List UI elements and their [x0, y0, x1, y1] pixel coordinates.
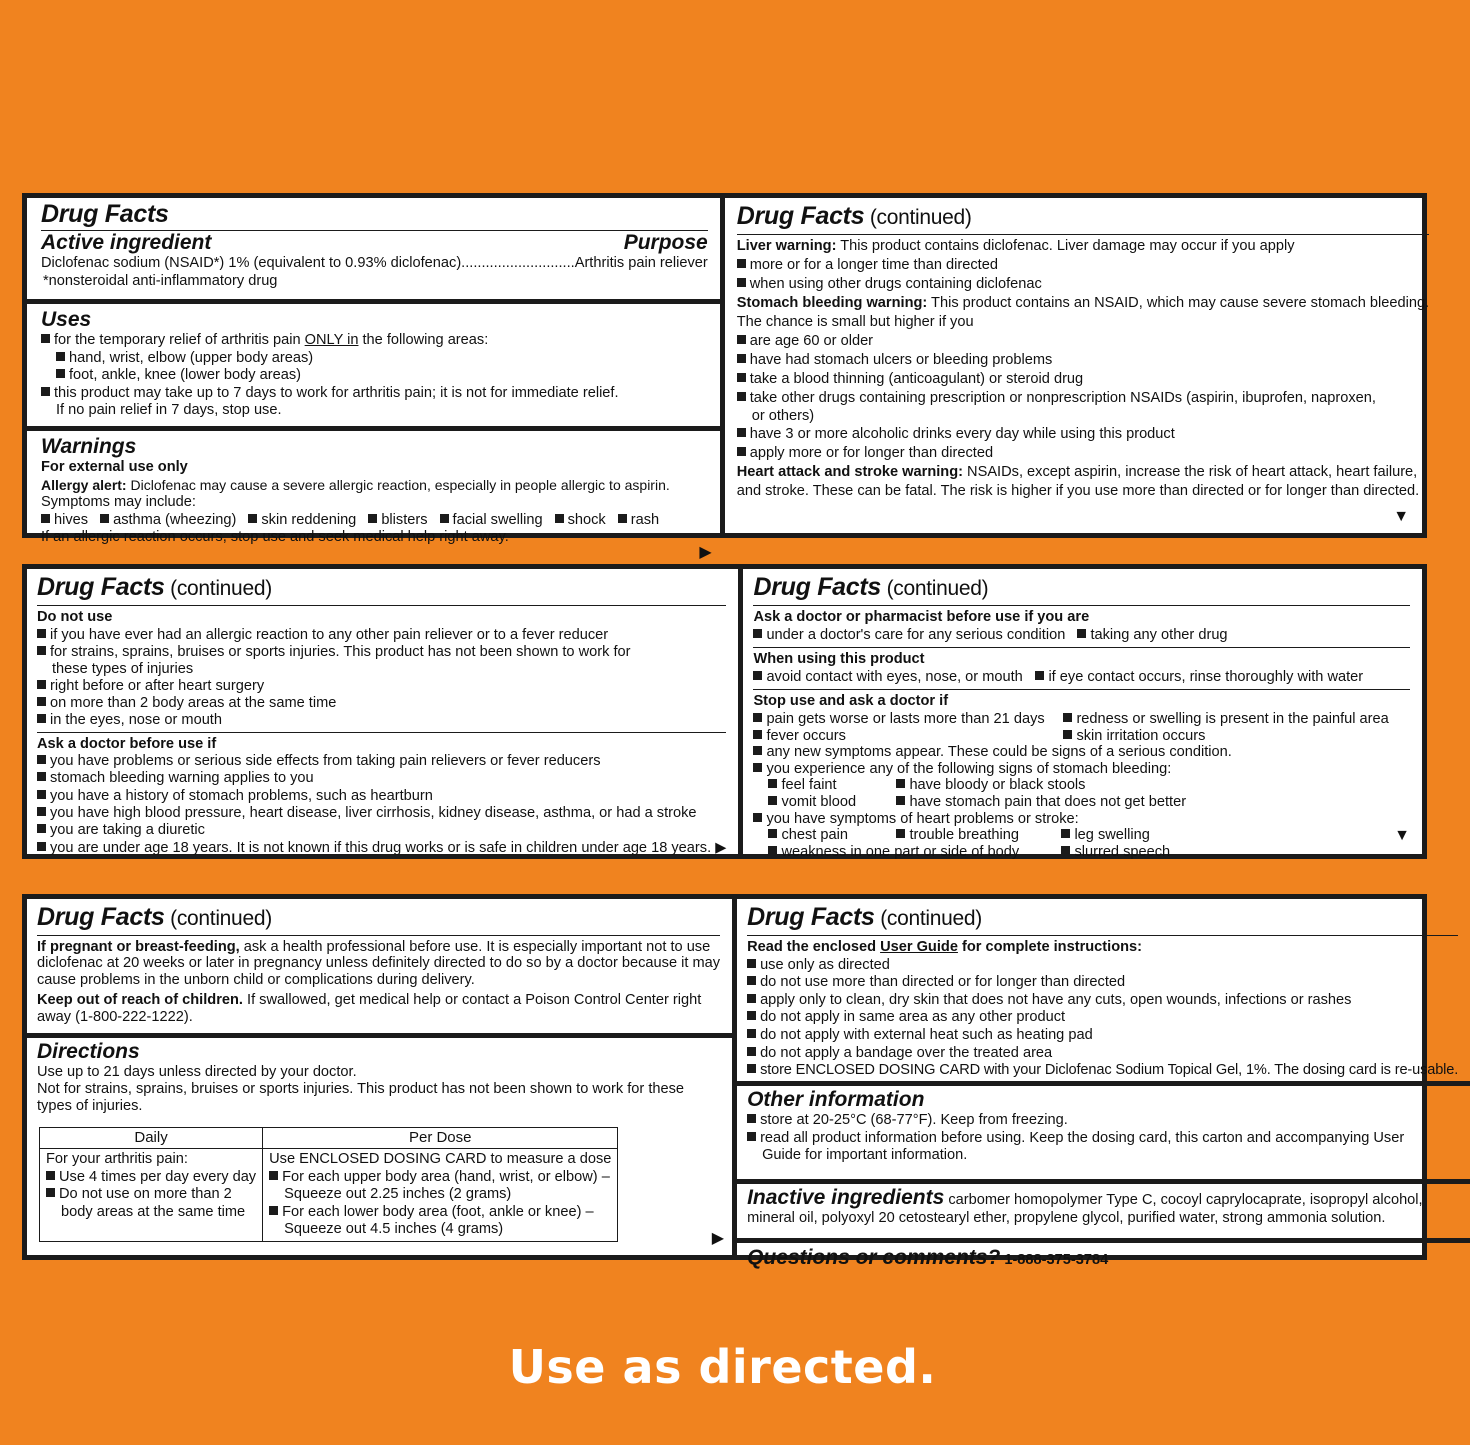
pregnancy-section [27, 899, 732, 1033]
other-information-heading: Other information [747, 1088, 925, 1111]
user-guide-section [737, 899, 1470, 1081]
list-item: stomach bleeding warning applies to you [37, 770, 726, 787]
drug-facts-panel-1 [22, 193, 1430, 561]
directions-heading: Directions [37, 1040, 140, 1063]
list-item: have 3 or more alcoholic drinks every day while using this product [737, 425, 1429, 444]
uses-item: foot, ankle, knee (lower body areas) [41, 367, 708, 385]
symptom-item: rash [618, 512, 659, 528]
list-row: feel faint have bloody or black stools [753, 777, 1410, 794]
list-item: apply only to clean, dry skin that does not have any cuts, open wounds, infections or rashes [747, 992, 1458, 1010]
bullet-icon [747, 976, 756, 985]
inactive-ingredients-section [737, 1179, 1470, 1238]
other-information-section [737, 1081, 1470, 1179]
bullet-icon [56, 352, 65, 361]
bullet-icon [37, 772, 46, 781]
list-item: when using other drugs containing diclofenac [737, 275, 1429, 294]
bullet-icon [37, 714, 46, 723]
ask-doctor-heading: Ask a doctor before use if [37, 735, 217, 752]
keep-out-of-reach: Keep out of reach of children. If swallowed, get medical help or contact a Poison Control Center right [37, 991, 702, 1008]
bullet-icon [37, 629, 46, 638]
bullet-icon [896, 829, 905, 838]
stomach-bleeding-warning-cont: The chance is small but higher if you [736, 313, 974, 330]
symptom-item: asthma (wheezing) [100, 512, 236, 528]
uses-item: this product may take up to 7 days to work for arthritis pain; it is not for immediate relief. [41, 385, 708, 403]
pregnancy-warning-cont: diclofenac at 20 weeks or later in pregnancy unless definitely directed to do so by a doctor because it may [37, 955, 721, 972]
drug-facts-panel-3 [22, 894, 1459, 1269]
bullet-icon [737, 447, 746, 456]
symptom-item: skin reddening [248, 512, 356, 528]
active-ingredient-line: Diclofenac sodium (NSAID*) 1% (equivalent to 0.93% diclofenac)............................Arthritis pain reliever [41, 255, 708, 271]
bullet-icon [737, 354, 746, 363]
bullet-icon [1061, 829, 1070, 838]
bullet-icon [368, 514, 377, 523]
panel-1-left [27, 198, 725, 561]
allergic-reaction-note: If an allergic reaction occurs, stop use and seek medical help right away. [41, 529, 509, 546]
list-item: are age 60 or older [737, 332, 1429, 351]
keep-out-of-reach-cont: away (1-800-222-1222). [37, 1008, 193, 1025]
bullet-icon [37, 697, 46, 706]
bullet-icon [37, 755, 46, 764]
panel-2-left [27, 569, 743, 854]
bullet-icon [753, 713, 762, 722]
drug-facts-panel-2 [22, 564, 1427, 859]
ask-pharmacist-heading: Ask a doctor or pharmacist before use if you are [753, 609, 1090, 625]
column-header-daily: Daily [40, 1128, 263, 1149]
bullet-icon [747, 1064, 756, 1073]
bullet-icon [1077, 629, 1086, 638]
bullet-icon [737, 373, 746, 382]
bullet-icon [41, 387, 50, 396]
list-item: in the eyes, nose or mouth [37, 712, 726, 729]
user-guide-heading: Read the enclosed User Guide for complete instructions: [747, 939, 1142, 955]
bullet-icon [753, 629, 762, 638]
drug-facts-continued-title: Drug Facts (continued) [753, 573, 1410, 606]
uses-item: If no pain relief in 7 days, stop use. [56, 402, 282, 419]
bullet-icon [896, 796, 905, 805]
bullet-icon [747, 1114, 756, 1123]
list-item: do not apply with external heat such as heating pad [747, 1027, 1458, 1045]
bullet-icon [37, 824, 46, 833]
bullet-icon [440, 514, 449, 523]
list-row: vomit blood have stomach pain that does not get better [753, 794, 1410, 811]
list-item: you experience any of the following signs of stomach bleeding: [753, 761, 1410, 778]
stop-use-heading: Stop use and ask a doctor if [753, 693, 949, 710]
symptoms-label: Symptoms may include: [41, 494, 196, 511]
continue-arrow-icon: ▶ [715, 839, 727, 856]
bullet-icon [737, 259, 746, 268]
bullet-icon [248, 514, 257, 523]
active-ingredient-heading: Active ingredient [41, 231, 212, 254]
bullet-icon [555, 514, 564, 523]
liver-stomach-heart-section [725, 198, 1441, 505]
bullet-icon [747, 1132, 756, 1141]
inactive-ingredients-cont: mineral oil, polyoxyl 20 cetostearyl ether, propylene glycol, purified water, strong ammonia solution. [747, 1210, 1386, 1226]
bullet-icon [269, 1171, 278, 1180]
bullet-icon [1061, 846, 1070, 855]
when-using-heading: When using this product [753, 651, 925, 668]
directions-line: Use up to 21 days unless directed by your doctor. [37, 1064, 357, 1080]
list-row: chest pain trouble breathing leg swelling [753, 827, 1410, 844]
bullet-icon [747, 1047, 756, 1056]
heart-stroke-warning-cont: and stroke. These can be fatal. The risk is higher if you use more than directed or for longer than directed. [736, 482, 1420, 499]
symptom-item: blisters [368, 512, 427, 528]
drug-facts-continued-title: Drug Facts (continued) [737, 202, 1429, 235]
per-dose-cell: Use ENCLOSED DOSING CARD to measure a dose For each upper body area (hand, wrist, or elbow) – Squeeze out 2.25 inches (2 grams) For each lower body area (foot, ankle or knee) – Squeeze out 4.5 inches (4 grams) [263, 1149, 618, 1242]
uses-item: hand, wrist, elbow (upper body areas) [41, 350, 708, 368]
liver-warning: Liver warning: This product contains diclofenac. Liver damage may occur if you apply [736, 238, 1295, 254]
drug-facts-continued-title: Drug Facts (continued) [747, 903, 1458, 936]
symptoms-list [41, 512, 708, 530]
pregnancy-warning: If pregnant or breast-feeding, ask a health professional before use. It is especially important not to use [37, 939, 711, 955]
uses-heading: Uses [41, 308, 92, 331]
bullet-icon [37, 842, 46, 851]
list-row: avoid contact with eyes, nose, or mouth if eye contact occurs, rinse thoroughly with water [753, 669, 1410, 687]
drug-facts-title: Drug Facts [41, 200, 708, 231]
list-item: right before or after heart surgery [37, 678, 726, 695]
pregnancy-warning-cont: cause problems in the unborn child or complications during delivery. [37, 971, 475, 988]
bullet-icon [753, 746, 762, 755]
external-use-label: For external use only [41, 459, 188, 475]
bullet-icon [46, 1171, 55, 1180]
bullet-icon [37, 646, 46, 655]
list-row: under a doctor's care for any serious condition taking any other drug [753, 627, 1410, 645]
list-item-cont: these types of injuries [52, 660, 194, 677]
bullet-icon [737, 392, 746, 401]
bullet-icon [46, 1188, 55, 1197]
list-item: store ENCLOSED DOSING CARD with your Diclofenac Sodium Topical Gel, 1%. The dosing card is re-usable. [747, 1062, 1458, 1080]
symptom-item: hives [41, 512, 88, 528]
continue-arrow-icon: ▼ [1394, 827, 1410, 844]
drug-facts-continued-title: Drug Facts (continued) [37, 573, 726, 606]
bullet-icon [747, 959, 756, 968]
list-item: you have a history of stomach problems, such as heartburn [37, 788, 726, 805]
bullet-icon [41, 334, 50, 343]
panel-1-right [725, 198, 1441, 533]
list-row: fever occurs skin irritation occurs [753, 728, 1410, 745]
dosing-table [39, 1127, 618, 1242]
bullet-icon [1063, 713, 1072, 722]
warnings-heading: Warnings [41, 435, 137, 458]
panel-3-left [27, 899, 737, 1255]
list-item-cont: or others) [751, 407, 815, 424]
bullet-icon [737, 278, 746, 287]
bullet-icon [37, 790, 46, 799]
bullet-icon [100, 514, 109, 523]
continue-arrow-icon: ▶ [699, 544, 712, 561]
continue-arrow-icon: ▶ [711, 1230, 725, 1247]
bullet-icon [737, 428, 746, 437]
list-item: use only as directed [747, 957, 1458, 975]
list-item: you have problems or serious side effects from taking pain relievers or fever reducers [37, 753, 726, 770]
list-item: you have high blood pressure, heart disease, liver cirrhosis, kidney disease, asthma, or had a stroke [37, 805, 726, 822]
bullet-icon [56, 369, 65, 378]
stomach-bleeding-warning: Stomach bleeding warning: This product contains an NSAID, which may cause severe stomach bleeding. [736, 294, 1430, 311]
bullet-icon [768, 796, 777, 805]
uses-section [27, 299, 720, 426]
panel-2-right [743, 569, 1422, 860]
list-item: more or for a longer time than directed [737, 256, 1429, 275]
nsaid-footnote: *nonsteroidal anti-inflammatory drug [43, 272, 278, 289]
list-item: do not apply a bandage over the treated area [747, 1045, 1458, 1063]
bullet-icon [768, 779, 777, 788]
list-item: if you have ever had an allergic reaction to any other pain reliever or to a fever reducer [37, 627, 726, 644]
bullet-icon [269, 1206, 278, 1215]
bullet-icon [37, 807, 46, 816]
symptom-item: facial swelling [440, 512, 543, 528]
uses-item: for the temporary relief of arthritis pain ONLY in the following areas: [41, 332, 708, 350]
list-item: have had stomach ulcers or bleeding problems [737, 351, 1429, 370]
questions-line: Questions or comments? 1-888-375-3784 [747, 1246, 1109, 1269]
divider [753, 647, 1410, 648]
heart-stroke-warning: Heart attack and stroke warning: NSAIDs, except aspirin, increase the risk of heart attack, heart failure, [736, 463, 1418, 480]
bullet-icon [753, 813, 762, 822]
inactive-ingredients: Inactive ingredients carbomer homopolymer Type C, cocoyl caprylocaprate, isopropyl alcohol, [747, 1186, 1423, 1209]
list-item-cont: Guide for important information. [762, 1147, 968, 1164]
divider [753, 689, 1410, 690]
directions-section [27, 1033, 732, 1246]
bullet-icon [618, 514, 627, 523]
use-as-directed-tagline: Use as directed. [508, 1340, 937, 1394]
bullet-icon [747, 1029, 756, 1038]
bullet-icon [1035, 671, 1044, 680]
bullet-icon [768, 846, 777, 855]
bullet-icon [1063, 730, 1072, 739]
ask-pharmacist-section [743, 569, 1422, 864]
purpose-heading: Purpose [623, 231, 708, 254]
directions-line: types of injuries. [37, 1098, 143, 1114]
list-item: take other drugs containing prescription or nonprescription NSAIDs (aspirin, ibuprofen, naproxen, [737, 389, 1429, 408]
bullet-icon [747, 1011, 756, 1020]
questions-section [737, 1238, 1470, 1274]
drug-facts-continued-title: Drug Facts (continued) [37, 903, 720, 936]
list-item: take a blood thinning (anticoagulant) or steroid drug [737, 370, 1429, 389]
list-item: you are under age 18 years. It is not known if this drug works or is safe in children under age 18 years. ▶ [37, 840, 726, 857]
bullet-icon [737, 335, 746, 344]
list-item: store at 20-25°C (68-77°F). Keep from freezing. [747, 1112, 1458, 1130]
list-item: any new symptoms appear. These could be signs of a serious condition. [753, 744, 1410, 761]
symptom-item: shock [555, 512, 606, 528]
daily-cell: For your arthritis pain: Use 4 times per day every day Do not use on more than 2 body areas at the same time [40, 1149, 263, 1242]
active-ingredient-section [27, 198, 720, 299]
list-row: pain gets worse or lasts more than 21 days redness or swelling is present in the painful area [753, 711, 1410, 728]
panel-3-right [737, 899, 1470, 1269]
bullet-icon [753, 763, 762, 772]
do-not-use-heading: Do not use [37, 609, 113, 625]
directions-line: Not for strains, sprains, bruises or sports injuries. This product has not been shown to work for these [37, 1081, 685, 1097]
bullet-icon [768, 829, 777, 838]
list-item: on more than 2 body areas at the same time [37, 695, 726, 712]
allergy-alert: Allergy alert: Diclofenac may cause a severe allergic reaction, especially in people allergic to aspirin. [41, 476, 670, 493]
bullet-icon [753, 730, 762, 739]
list-item: for strains, sprains, bruises or sports injuries. This product has not been shown to work for [37, 644, 726, 661]
bullet-icon [896, 779, 905, 788]
list-item: you have symptoms of heart problems or stroke: [753, 811, 1410, 828]
column-header-per-dose: Per Dose [263, 1128, 618, 1149]
bullet-icon [747, 994, 756, 1003]
divider [37, 732, 726, 733]
bullet-icon [753, 671, 762, 680]
bullet-icon [41, 514, 50, 523]
list-item: do not apply in same area as any other product [747, 1009, 1458, 1027]
do-not-use-section [27, 569, 738, 861]
continue-arrow-icon: ▼ [1393, 508, 1410, 525]
list-item: read all product information before using. Keep the dosing card, this carton and accompanying User [747, 1130, 1458, 1148]
list-item: do not use more than directed or for longer than directed [747, 974, 1458, 992]
list-item: apply more or for longer than directed [737, 444, 1429, 463]
list-row: weakness in one part or side of body slurred speech [753, 844, 1410, 861]
bullet-icon [37, 680, 46, 689]
list-item: you are taking a diuretic [37, 822, 726, 839]
warnings-section [27, 426, 720, 569]
